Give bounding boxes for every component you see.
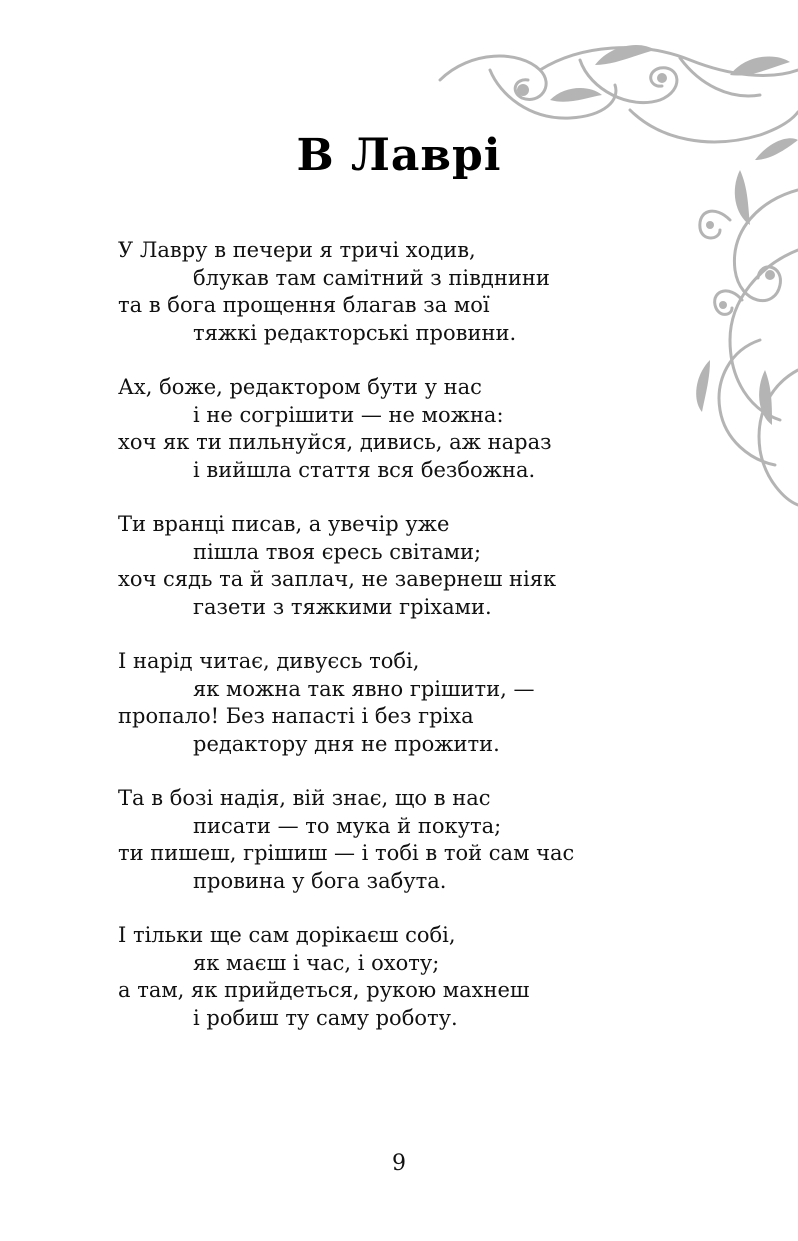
stanza	[118, 648, 718, 758]
poem-line: та в бога прощення благав за мої	[118, 293, 490, 317]
poem-line: І тільки ще сам дорікаєш собі,	[118, 923, 456, 947]
poem-line: редактору дня не прожити.	[193, 731, 500, 756]
poem-line: хоч як ти пильнуйся, дивись, аж нараз	[118, 430, 552, 454]
poem-line: і робиш ту саму роботу.	[193, 1005, 458, 1030]
poem-line: І нарід читає, дивуєсь тобі,	[118, 649, 420, 673]
poem-line: газети з тяжкими гріхами.	[193, 594, 492, 619]
stanza	[118, 922, 718, 1032]
poem-line: тяжкі редакторські провини.	[193, 320, 517, 345]
poem-line: Ти вранці писав, а увечір уже	[118, 512, 450, 536]
stanza	[118, 374, 718, 484]
poem-line: писати — то мука й покута;	[193, 813, 502, 838]
poem-line: У Лавру в печери я тричі ходив,	[118, 238, 476, 262]
stanza	[118, 785, 718, 895]
poem-title: В Лаврі	[296, 130, 502, 181]
poem-line: блукав там самітний з півднини	[193, 265, 550, 290]
poem-line: пропало! Без напасті і без гріха	[118, 704, 474, 728]
poem-line: а там, як прийдеться, рукою махнеш	[118, 978, 530, 1002]
poem-line: і не согрішити — не можна:	[193, 402, 504, 427]
poem-line: як можна так явно грішити, —	[193, 676, 535, 701]
poem-line: Та в бозі надія, вій знає, що в нас	[118, 786, 491, 810]
poem-line: пішла твоя єресь світами;	[193, 539, 482, 564]
poem-line: ти пишеш, грішиш — і тобі в той сам час	[118, 841, 575, 865]
stanza	[118, 237, 718, 347]
page-number: 9	[392, 1151, 406, 1176]
poem-line: і вийшла стаття вся безбожна.	[193, 457, 536, 482]
poem-line: як маєш і час, і охоту;	[193, 950, 440, 975]
poem-line: Ах, боже, редактором бути у нас	[118, 375, 482, 399]
poem-body	[118, 237, 718, 1059]
stanza	[118, 511, 718, 621]
poem-line: хоч сядь та й заплач, не завернеш ніяк	[118, 567, 557, 591]
poem-line: провина у бога забута.	[193, 868, 447, 893]
